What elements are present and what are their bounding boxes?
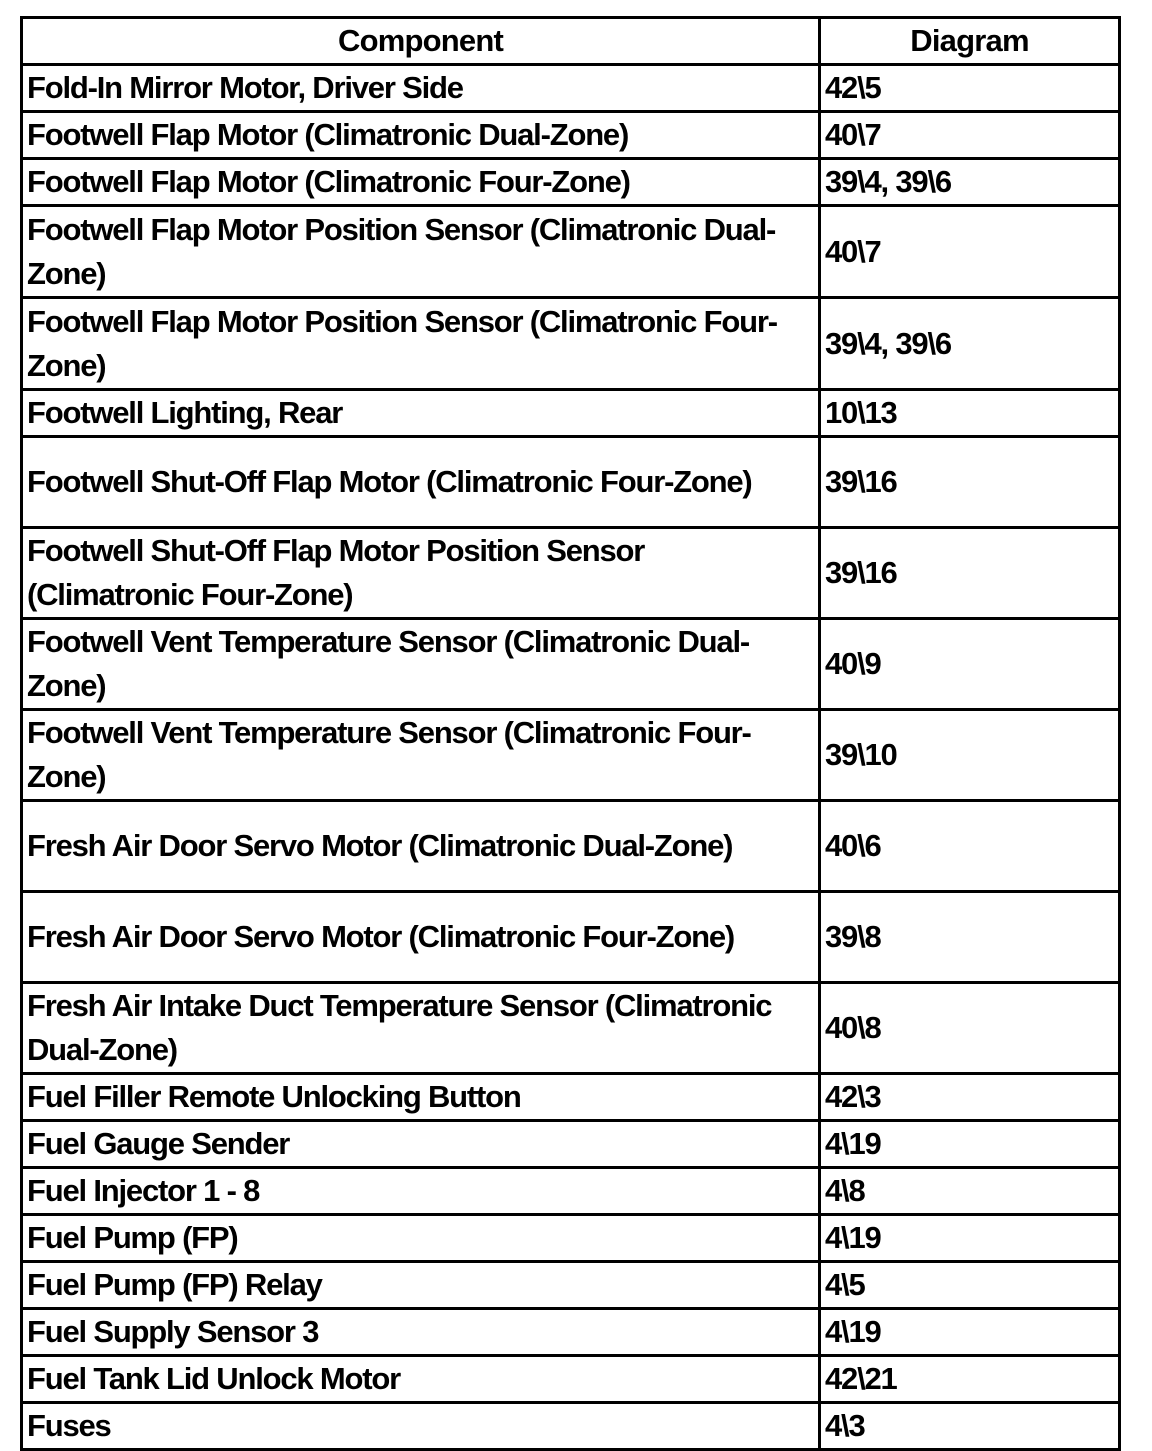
table-row bbox=[22, 1215, 1120, 1262]
table-row bbox=[22, 1074, 1120, 1121]
diagram-cell: 42\21 bbox=[820, 1356, 1120, 1403]
component-cell: Footwell Lighting, Rear bbox=[22, 390, 820, 437]
diagram-cell: 40\9 bbox=[820, 619, 1120, 710]
table-row bbox=[22, 1309, 1120, 1356]
diagram-cell: 39\8 bbox=[820, 892, 1120, 983]
table-row bbox=[22, 619, 1120, 710]
component-cell: Fold-In Mirror Motor, Driver Side bbox=[22, 65, 820, 112]
component-diagram-table bbox=[20, 16, 1121, 1451]
component-cell: Fuses bbox=[22, 1403, 820, 1450]
table-row bbox=[22, 437, 1120, 528]
table-row bbox=[22, 390, 1120, 437]
component-cell: Fuel Injector 1 - 8 bbox=[22, 1168, 820, 1215]
diagram-cell: 39\16 bbox=[820, 528, 1120, 619]
table-row bbox=[22, 112, 1120, 159]
component-cell: Footwell Vent Temperature Sensor (Climatronic Dual-Zone) bbox=[22, 619, 820, 710]
table-row bbox=[22, 801, 1120, 892]
component-cell: Fuel Filler Remote Unlocking Button bbox=[22, 1074, 820, 1121]
table-row bbox=[22, 1356, 1120, 1403]
diagram-cell: 42\3 bbox=[820, 1074, 1120, 1121]
column-header-component: Component bbox=[22, 18, 820, 65]
table-row bbox=[22, 983, 1120, 1074]
diagram-cell: 39\10 bbox=[820, 710, 1120, 801]
table-row bbox=[22, 1403, 1120, 1450]
table-row bbox=[22, 206, 1120, 298]
table-row bbox=[22, 892, 1120, 983]
component-cell: Fuel Supply Sensor 3 bbox=[22, 1309, 820, 1356]
component-cell: Footwell Shut-Off Flap Motor (Climatronic Four-Zone) bbox=[22, 437, 820, 528]
component-cell: Fuel Pump (FP) bbox=[22, 1215, 820, 1262]
component-cell: Footwell Vent Temperature Sensor (Climatronic Four-Zone) bbox=[22, 710, 820, 801]
diagram-cell: 4\5 bbox=[820, 1262, 1120, 1309]
component-cell: Fuel Tank Lid Unlock Motor bbox=[22, 1356, 820, 1403]
component-cell: Footwell Flap Motor Position Sensor (Climatronic Four-Zone) bbox=[22, 298, 820, 390]
table-row bbox=[22, 159, 1120, 206]
diagram-cell: 40\8 bbox=[820, 983, 1120, 1074]
diagram-cell: 39\4, 39\6 bbox=[820, 298, 1120, 390]
table-row bbox=[22, 1121, 1120, 1168]
diagram-cell: 40\7 bbox=[820, 206, 1120, 298]
diagram-cell: 4\8 bbox=[820, 1168, 1120, 1215]
diagram-cell: 4\3 bbox=[820, 1403, 1120, 1450]
component-cell: Fuel Pump (FP) Relay bbox=[22, 1262, 820, 1309]
header-row bbox=[22, 18, 1120, 65]
diagram-cell: 4\19 bbox=[820, 1309, 1120, 1356]
component-cell: Fresh Air Door Servo Motor (Climatronic Four-Zone) bbox=[22, 892, 820, 983]
column-header-diagram: Diagram bbox=[820, 18, 1120, 65]
table-row bbox=[22, 1168, 1120, 1215]
component-cell: Fresh Air Door Servo Motor (Climatronic Dual-Zone) bbox=[22, 801, 820, 892]
diagram-cell: 4\19 bbox=[820, 1121, 1120, 1168]
table-row bbox=[22, 65, 1120, 112]
diagram-cell: 39\16 bbox=[820, 437, 1120, 528]
component-cell: Fuel Gauge Sender bbox=[22, 1121, 820, 1168]
table-row bbox=[22, 298, 1120, 390]
diagram-cell: 40\7 bbox=[820, 112, 1120, 159]
component-table-wrapper bbox=[20, 16, 1118, 1451]
table-row bbox=[22, 528, 1120, 619]
diagram-cell: 40\6 bbox=[820, 801, 1120, 892]
diagram-cell: 4\19 bbox=[820, 1215, 1120, 1262]
component-cell: Footwell Flap Motor (Climatronic Four-Zone) bbox=[22, 159, 820, 206]
table-row bbox=[22, 710, 1120, 801]
component-cell: Fresh Air Intake Duct Temperature Sensor (Climatronic Dual-Zone) bbox=[22, 983, 820, 1074]
component-cell: Footwell Flap Motor (Climatronic Dual-Zone) bbox=[22, 112, 820, 159]
component-cell: Footwell Shut-Off Flap Motor Position Sensor (Climatronic Four-Zone) bbox=[22, 528, 820, 619]
component-cell: Footwell Flap Motor Position Sensor (Climatronic Dual-Zone) bbox=[22, 206, 820, 298]
table-row bbox=[22, 1262, 1120, 1309]
diagram-cell: 42\5 bbox=[820, 65, 1120, 112]
diagram-cell: 39\4, 39\6 bbox=[820, 159, 1120, 206]
diagram-cell: 10\13 bbox=[820, 390, 1120, 437]
